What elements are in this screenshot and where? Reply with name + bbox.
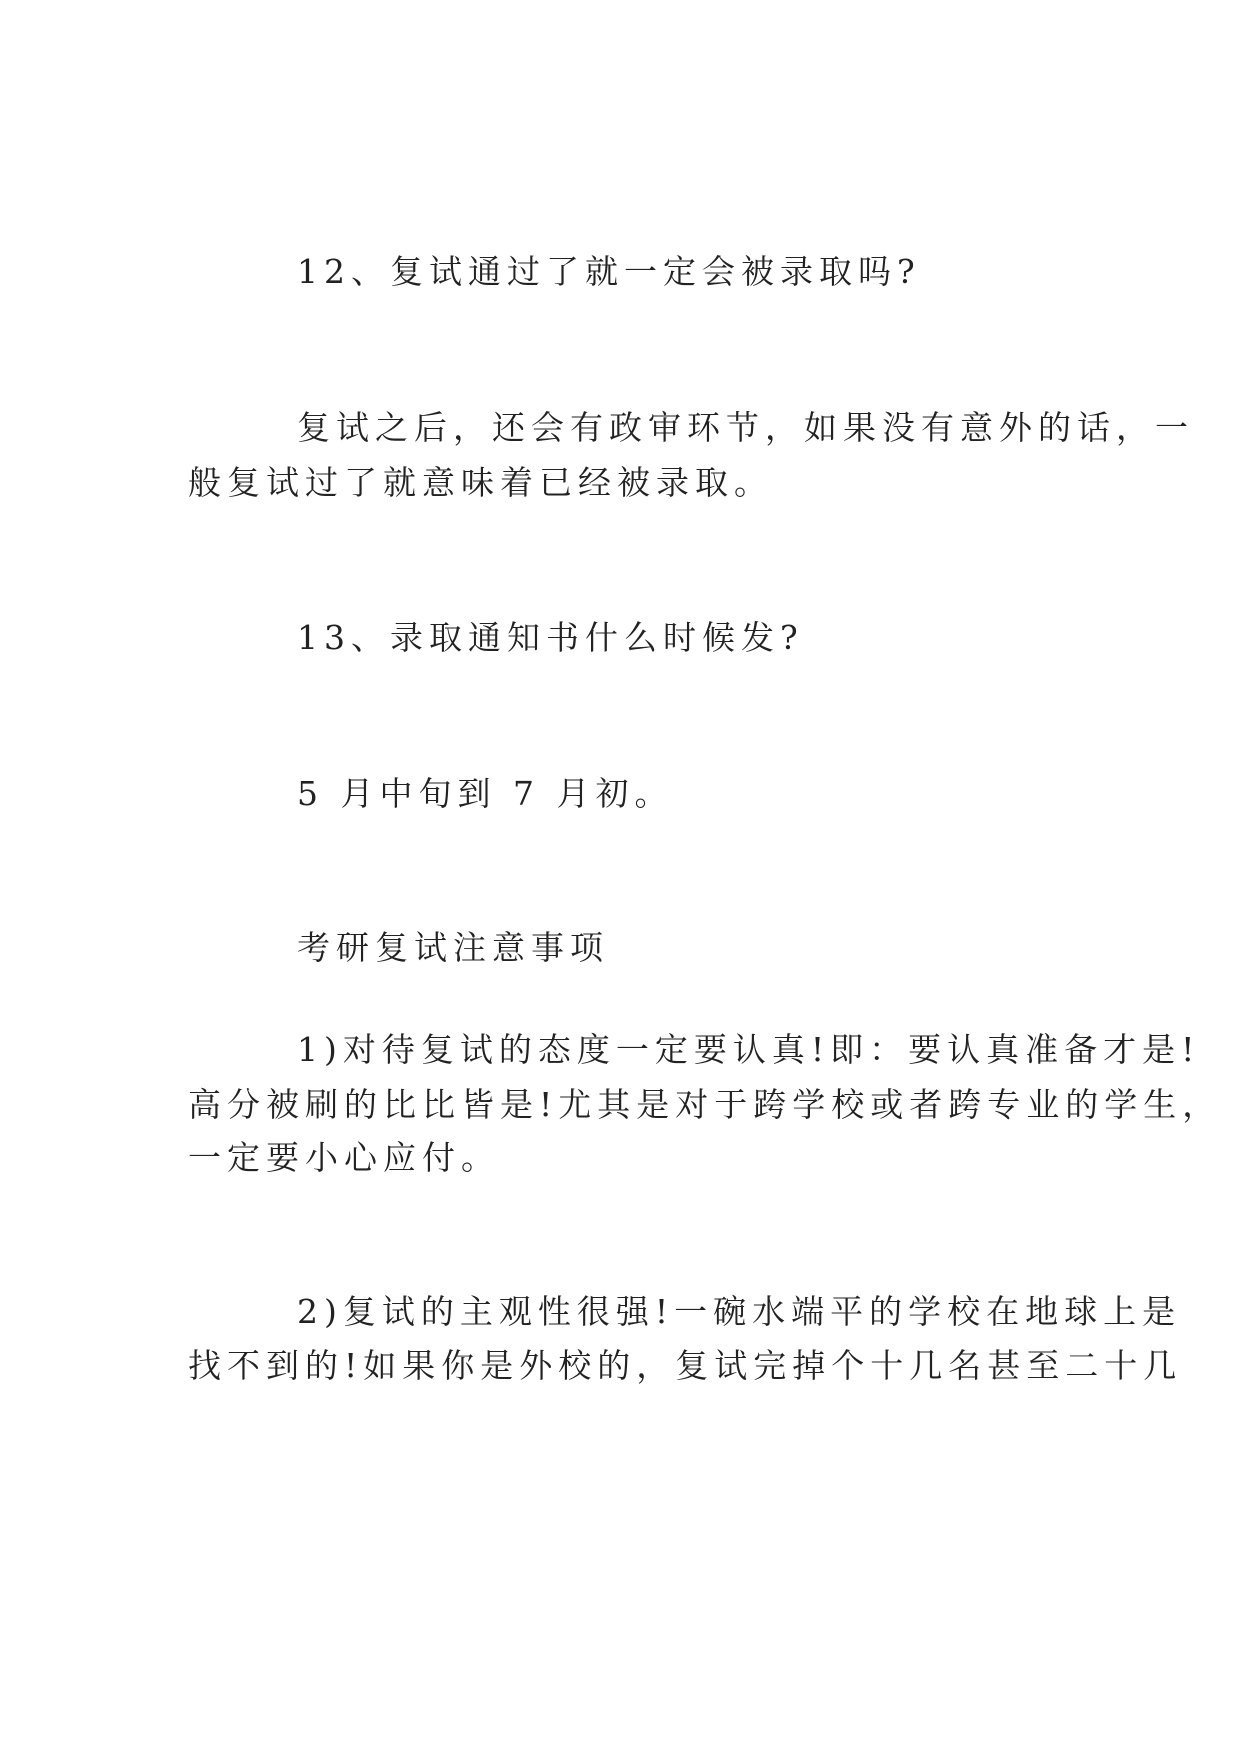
section-heading: 考研复试注意事项 [297, 928, 609, 967]
item-2-line-2: 找不到的!如果你是外校的，复试完掉个十几名甚至二十几 [188, 1346, 1183, 1385]
question-13-heading: 13、录取通知书什么时候发? [297, 618, 804, 657]
question-12-heading: 12、复试通过了就一定会被录取吗? [297, 252, 921, 291]
answer-12-line-2: 般复试过了就意味着已经被录取。 [188, 463, 773, 502]
item-2-line-1: 2)复试的主观性很强!一碗水端平的学校在地球上是 [297, 1292, 1182, 1331]
answer-12-line-1: 复试之后，还会有政审环节，如果没有意外的话，一 [297, 408, 1194, 447]
item-1-line-1: 1)对待复试的态度一定要认真!即：要认真准备才是! [297, 1030, 1201, 1069]
item-1-line-3: 一定要小心应付。 [188, 1138, 500, 1177]
answer-13-text: 5 月中旬到 7 月初。 [297, 774, 674, 813]
item-1-line-2: 高分被刷的比比皆是!尤其是对于跨学校或者跨专业的学生， [188, 1085, 1222, 1124]
